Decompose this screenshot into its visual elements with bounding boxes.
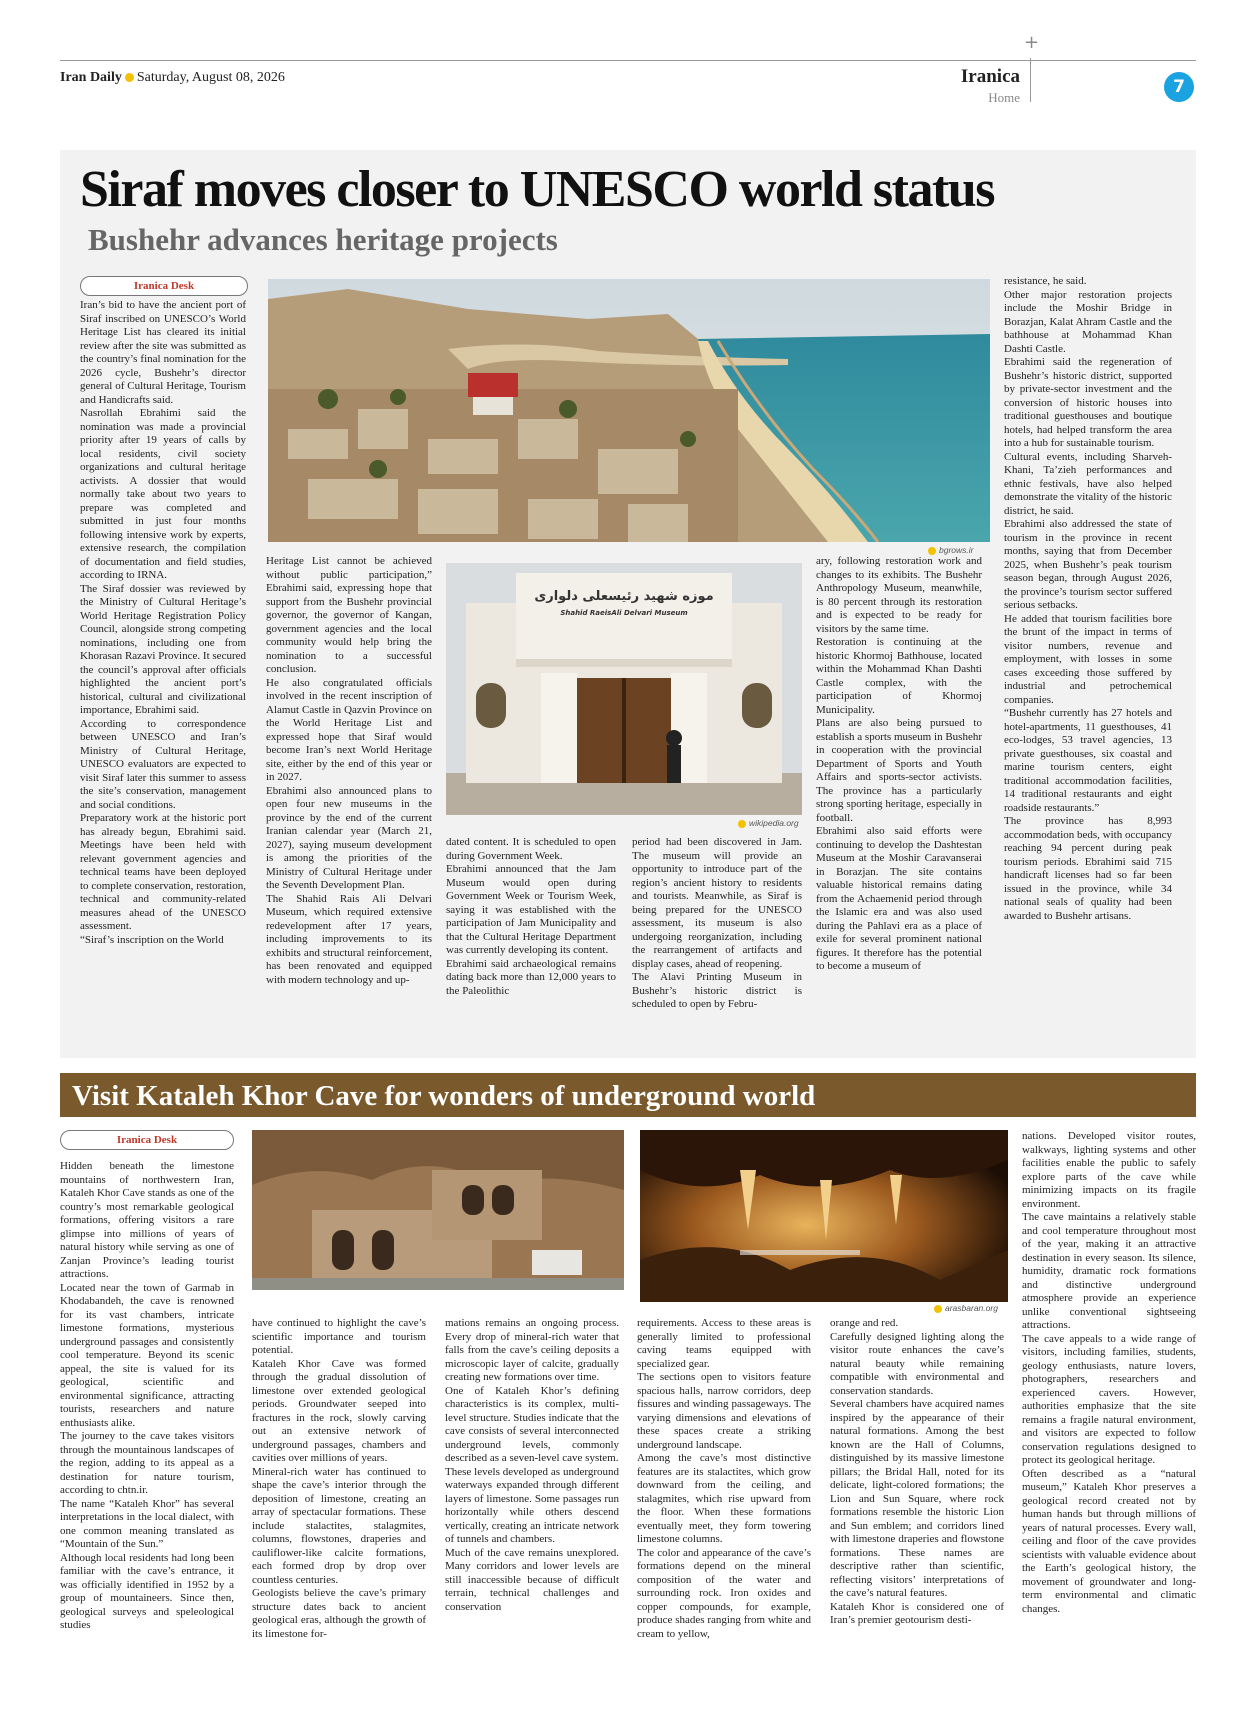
paragraph: Several chambers have acquired names inspired by the appearance of their natural formations. Among the best known are the Hall of Columns, distinguished by its massive limestone pillars; the Bridal Hall, noted for its delicate, light-colored formations; the Lion and Sun Square, where rock formations resemble the historic Lion and Sun emblem; and corridors lined with limestone draperies and flowstone formations. These names are descriptive rather than scientific, reflecting visitors’ interpretations of the cave’s natural features.: [830, 1398, 1004, 1599]
credit-dot-icon: [934, 1305, 942, 1313]
paragraph: Mineral-rich water has continued to shape the cave’s interior through the deposition of limestone, creating an array of spectacular formations. These include stalactites, stalagmites, columns, flowstones, draperies and cauliflower-like calcite formations, each formed drop by drop over countless centuries.: [252, 1465, 426, 1586]
subsection-name: Home: [988, 90, 1020, 105]
paragraph: The color and appearance of the cave’s formations depend on the mineral composition of the water and surrounding rock. Iron oxides and copper compounds, for example, produce shades ranging from white and cream to yellow,: [637, 1546, 811, 1640]
photo2-credit: [738, 818, 799, 828]
article1-subheadline: Bushehr advances heritage projects: [88, 222, 558, 257]
article2-column-4: [637, 1317, 811, 1700]
paragraph: ary, following restoration work and changes to its exhibits. The Bushehr Anthropology Museum, meanwhile, is 80 percent through its restoration and is expected to be ready for visitors by the same time.: [816, 555, 982, 635]
article1-column-3: [446, 836, 616, 1039]
paragraph: Ebrahimi also addressed the state of tourism in the province in recent months, saying that from December 2025, when Bushehr’s peak tourism season began, through August 2026, the province’s tourism sector suffered serious setbacks.: [1004, 518, 1172, 611]
paragraph: Although local residents had long been familiar with the cave’s entrance, it was officially identified in 1952 by a group of mountaineers. Since then, geological surveys and speleological studies: [60, 1551, 234, 1631]
article2-column-6: [1022, 1130, 1196, 1700]
paragraph: Restoration is continuing at the historic Khormoj Bathhouse, located within the Mohammad Khan Dashti Castle complex, with the participation of Khormoj Municipality.: [816, 636, 982, 716]
paragraph: The Shahid Rais Ali Delvari Museum, which required extensive redevelopment after 17 years, including improvements to its exhibits and structural reinforcement, has been renovated and equipped with modern technology and up-: [266, 892, 432, 986]
paragraph: The name “Kataleh Khor” has several interpretations in the local dialect, with one common meaning translated as “Mountain of the Sun.”: [60, 1497, 234, 1550]
paragraph: These levels developed as underground waterways expanded through different layers of limestone. Some passages run horizontally while others descend vertically, creating an intricate network of tunnels and chambers.: [445, 1465, 619, 1545]
paragraph: Ebrahimi said the regeneration of Bushehr’s historic district, supported by private-sector investment and the conversion of historic houses into traditional guesthouses and boutique hotels, had helped transform the area into a hub for sustainable tourism.: [1004, 356, 1172, 449]
article1-headline: Siraf moves closer to UNESCO world status: [80, 161, 994, 218]
paragraph: The Alavi Printing Museum in Bushehr’s historic district is scheduled to open by Febru-: [632, 971, 802, 1010]
paragraph: “Bushehr currently has 27 hotels and hotel-apartments, 11 guesthouses, 41 eco-lodges, 53 travel agencies, 13 private guesthouses, six coastal and marine tourism centers, eight traditional accommodation facilities, 14 traditional restaurants and eight roadside restaurants.”: [1004, 707, 1172, 814]
paragraph: Located near the town of Garmab in Khodabandeh, the cave is renowned for its vast chambers, intricate limestone formations, mysterious underground passages and consistently cool temperature. Beyond its scenic appeal, the site is valued for its geological, scientific and environmental significance, attracting tourists, researchers and nature enthusiasts alike.: [60, 1281, 234, 1429]
masthead-divider: [1030, 58, 1031, 102]
photo1-credit: [928, 545, 973, 555]
paragraph: period had been discovered in Jam. The museum will provide an opportunity to introduce part of the region’s ancient history to residents and tourists. Meanwhile, as Siraf is being prepared for the UNESCO assessment, its museum is also undergoing reorganization, including the rearrangement of artifacts and display cases, ahead of reopening.: [632, 836, 802, 970]
article2-column-2: [252, 1317, 426, 1700]
masthead-dateline: [60, 70, 285, 86]
paragraph: Ebrahimi said archaeological remains dating back more than 12,000 years to the Paleolithic: [446, 957, 616, 997]
article2-headline: Visit Kataleh Khor Cave for wonders of underground world: [72, 1080, 816, 1112]
paragraph: Geologists believe the cave’s primary structure dates back to ancient geological eras, although the growth of its limestone for-: [252, 1587, 426, 1640]
photo3-credit-text: arasbaran.org: [945, 1303, 998, 1313]
paragraph: nations. Developed visitor routes, walkways, lighting systems and other facilities enable the public to safely explore parts of the cave while minimizing impacts on its fragile environment.: [1022, 1130, 1196, 1210]
paragraph: One of Kataleh Khor’s defining characteristics is its complex, multi-level structure. Studies indicate that the cave consists of several interconnected underground levels, commonly described as a seven-level cave system.: [445, 1384, 619, 1464]
paragraph: The cave maintains a relatively stable and cool temperature throughout most of the year, making it an attractive destination in every season. Its silence, humidity, dramatic rock formations and distinctive underground atmosphere provide an experience unlike conventional sightseeing attractions.: [1022, 1211, 1196, 1331]
paragraph: Ebrahimi also announced plans to open four new museums in the province by the end of the current Iranian calendar year (March 21, 2027), saying museum development is among the priorities of the Ministry of Cultural Heritage under the Seventh Development Plan.: [266, 784, 432, 891]
paragraph: The province has 8,993 accommodation beds, with occupancy reaching 94 percent during peak tourism periods. Ebrahimi said 715 handicraft licenses had so far been issued in the province, while 34 national seals of quality had been awarded to Bushehr artisans.: [1004, 815, 1172, 922]
paragraph: Kataleh Khor Cave was formed through the gradual dissolution of limestone over extended geological periods. Groundwater seeped into fractures in the rock, slowly carving out an extensive network of underground passages, chambers and cavities over millions of years.: [252, 1357, 426, 1464]
museum-sign-english: Shahid RaeisAli Delvari Museum: [560, 609, 688, 617]
paragraph: Iran’s bid to have the ancient port of Siraf inscribed on UNESCO’s World Heritage List has cleared its initial review after the site was submitted as the country’s final nomination for the 2026 cycle, Bushehr’s director general of Cultural Heritage, Tourism and Handicrafts said.: [80, 299, 246, 406]
paragraph: mations remains an ongoing process. Every drop of mineral-rich water that falls from the cave’s ceiling deposits a microscopic layer of calcite, gradually creating new formations over time.: [445, 1317, 619, 1383]
paragraph: have continued to highlight the cave’s scientific importance and tourism potential.: [252, 1317, 426, 1356]
paragraph: Kataleh Khor is considered one of Iran’s premier geotourism desti-: [830, 1600, 1004, 1626]
article1-column-6: [1004, 275, 1172, 1039]
plus-icon: +: [1024, 32, 1040, 53]
paragraph: Ebrahimi announced that the Jam Museum would open during Government Week or Tourism Week, saying it was established with the participation of Jam Municipality and that the Cultural Heritage Department was currently developing its content.: [446, 863, 616, 956]
paragraph: Heritage List cannot be achieved without public participation,” Ebrahimi said, expressing hope that support from the Bushehr provincial governor, the governor of Kangan, government agencies and the local community would help bring the nomination to a successful conclusion.: [266, 555, 432, 675]
paragraph: The sections open to visitors feature spacious halls, narrow corridors, deep fissures and winding passageways. The varying dimensions and elevations of these spaces create a striking underground landscape.: [637, 1371, 811, 1451]
paragraph: The journey to the cave takes visitors through the mountainous landscapes of the region, adding to its appeal as a destination for nature tourism, according to chtn.ir.: [60, 1430, 234, 1496]
paper-name: Iran Daily: [60, 70, 122, 85]
paragraph: Nasrollah Ebrahimi said the nomination was made a provincial priority after 19 years of calls by local residents, civil society organizations and cultural heritage activists. A dossier that would normally take about two years to prepare was completed and submitted in just four months following intensive work by experts, extensive research, the compilation of documentation and field studies, according to IRNA.: [80, 407, 246, 581]
paragraph: The cave appeals to a wide range of visitors, including families, students, geology enthusiasts, nature lovers, photographers, researchers and experienced cavers. However, authorities emphasize that the site remains a fragile natural environment, and visitors are expected to follow conservation regulations designed to protect its geological heritage.: [1022, 1332, 1196, 1466]
paragraph: dated content. It is scheduled to open during Government Week.: [446, 836, 616, 862]
issue-date: Saturday, August 08, 2026: [136, 70, 285, 85]
paragraph: The Siraf dossier was reviewed by the Ministry of Cultural Heritage’s World Heritage Registration Policy Council, alongside strong competing nominations, including one from Khorasan Razavi Province. It secured the council’s approval after officials highlighted the ancient port’s historical, cultural and civilizational importance, Ebrahimi said.: [80, 582, 246, 716]
photo1-credit-text: bgrows.ir: [939, 545, 974, 555]
credit-dot-icon: [738, 820, 746, 828]
article2-column-1: [60, 1160, 234, 1700]
article2-column-5: [830, 1317, 1004, 1700]
paragraph: “Siraf’s inscription on the World: [80, 933, 224, 946]
paragraph: Cultural events, including Sharveh-Khani, Ta’zieh performances and ethnic festivals, have also helped demonstrate the vitality of the historic district, he said.: [1004, 450, 1172, 517]
section-label: [950, 66, 1020, 106]
article2-column-3: [445, 1317, 619, 1700]
paragraph: Hidden beneath the limestone mountains of northwestern Iran, Kataleh Khor Cave stands as one of the country’s most remarkable geological formations, offering visitors a rare glimpse into millions of years of natural history while serving as one of Zanjan Province’s leading tourist attractions.: [60, 1160, 234, 1280]
credit-dot-icon: [928, 547, 936, 555]
paragraph: Other major restoration projects include the Moshir Bridge in Borazjan, Kalat Ahram Castle and the bathhouse at Mohammad Khan Dashti Castle.: [1004, 288, 1172, 355]
paragraph: Much of the cave remains unexplored. Many corridors and lower levels are still inaccessible because of difficult terrain, technical challenges and conservation: [445, 1546, 619, 1613]
separator-dot-icon: [125, 73, 134, 82]
article1-column-4: [632, 836, 802, 1039]
paragraph: resistance, he said.: [1004, 275, 1087, 287]
article1-column-1: [80, 299, 246, 1039]
paragraph: Plans are also being pursued to establish a sports museum in Bushehr in cooperation with the provincial Department of Sports and Youth Affairs and sports-sector activists. The province has a particularly strong sporting heritage, especially in football.: [816, 717, 982, 824]
paragraph: Among the cave’s most distinctive features are its stalactites, which grow downward from the ceiling, and stalagmites, which rise upward from the floor. When these formations eventually meet, they form towering limestone columns.: [637, 1452, 811, 1545]
section-name: Iranica: [960, 66, 1020, 87]
article1-column-5: [816, 555, 982, 1039]
siraf-coast-photo: [268, 279, 990, 542]
page-number: 7: [1164, 72, 1194, 102]
article1-desk-badge: Iranica Desk: [80, 276, 248, 296]
paragraph: Often described as a “natural museum,” Kataleh Khor preserves a geological record created not by human hands but through millions of years of natural processes. Every wall, ceiling and floor of the cave provides scientists with valuable evidence about the Earth’s geological history, the movement of groundwater and long-term environmental and climatic changes.: [1022, 1467, 1196, 1615]
paragraph: He added that tourism facilities bore the brunt of the impact in terms of visitor numbers, revenue and employment, with losses in some cases exceeding those suffered by industrial and petrochemical companies.: [1004, 612, 1172, 706]
paragraph: requirements. Access to these areas is generally limited to professional caving teams equipped with specialized gear.: [637, 1317, 811, 1370]
cave-interior-photo: [640, 1130, 1008, 1302]
paragraph: Ebrahimi also said efforts were continuing to develop the Dashtestan Museum at the Moshir Caravanserai in Borazjan. The site contains valuable historical remains dating from the Achaemenid period through the Islamic era and was also used during the Pahlavi era as a place of exile for several prominent national figures. It therefore has the potential to become a museum of: [816, 825, 982, 972]
photo3-credit: [934, 1303, 998, 1313]
paragraph: Carefully designed lighting along the visitor route enhances the cave’s natural beauty while remaining compatible with environmental and conservation standards.: [830, 1330, 1004, 1397]
masthead-rule: [60, 60, 1196, 61]
photo2-credit-text: wikipedia.org: [749, 818, 799, 828]
paragraph: He also congratulated officials involved in the recent inscription of Alamut Castle in Qazvin Province on the World Heritage List and expressed hope that Siraf would become Iran’s next World Heritage site, either by the end of this year or in 2027.: [266, 676, 432, 783]
article1-column-2: [266, 555, 432, 1039]
paragraph: According to correspondence between UNESCO and Iran’s Ministry of Cultural Heritage, UNESCO evaluators are expected to visit Siraf later this summer to assess the site’s conservation, management and social conditions.: [80, 717, 246, 811]
article2-desk-badge: Iranica Desk: [60, 1130, 234, 1150]
paragraph: orange and red.: [830, 1317, 899, 1329]
cave-entrance-photo: [252, 1130, 624, 1290]
museum-sign-persian: موزه شهید رئیسعلی دلواری: [534, 589, 714, 604]
paragraph: Preparatory work at the historic port has already begun, Ebrahimi said. Meetings have been held with relevant government agencies and technical teams have been deployed to complete conservation, restoration, technical and community-related measures ahead of the UNESCO assessment.: [80, 812, 246, 932]
